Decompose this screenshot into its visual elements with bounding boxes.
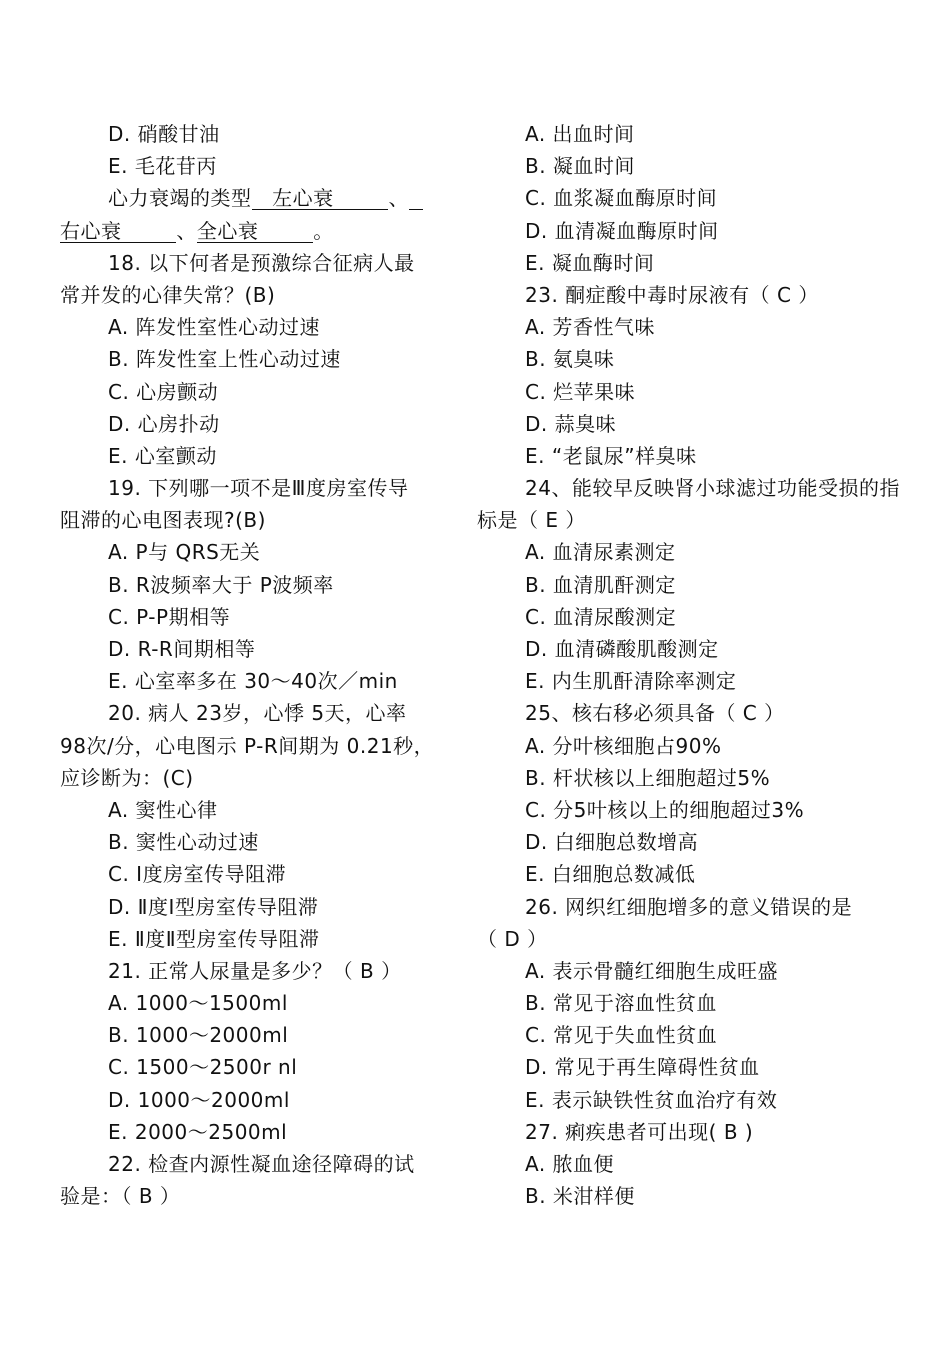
option-line: A. 表示骨髓红细胞生成旺盛 (525, 958, 779, 983)
option-line: A. 出血时间 (525, 122, 635, 146)
option-line: D. 心房扑动 (108, 411, 220, 436)
option-line: A. 脓血便 (525, 1152, 615, 1176)
fill-blank-continuation (60, 215, 455, 247)
question-stem: （ D ） (477, 926, 548, 951)
option-line: D. 常见于再生障碍性贫血 (525, 1055, 760, 1080)
option-line: A. 分叶核细胞占90% (525, 733, 722, 758)
question-stem: 验是：（ B ） (60, 1184, 181, 1209)
option-line: E. 表示缺铁性贫血治疗有效 (525, 1087, 778, 1112)
right-column (477, 118, 932, 1212)
option-line: C. 心房颤动 (108, 379, 219, 404)
option-line: E. “老鼠尿”样臭味 (525, 443, 697, 468)
option-line: E. 心室颤动 (108, 443, 217, 468)
separator: 、 (388, 186, 409, 211)
question-text: 心力衰竭的类型 (108, 186, 252, 211)
option-line: E. 毛花苷丙 (108, 154, 217, 179)
option-line: C. 血清尿酸测定 (525, 604, 677, 629)
question-stem: 标是（ E ） (477, 508, 586, 533)
option-line: E. 白细胞总数减低 (525, 862, 696, 887)
option-line: C. 1500～2500r nl (108, 1055, 298, 1080)
left-column (60, 118, 455, 1212)
option-line: E. 内生肌酐清除率测定 (525, 669, 737, 694)
question-stem: 应诊断为：(C) (60, 765, 194, 790)
blank-answer: 右心衰 (60, 218, 177, 243)
blank-answer: 全心衰 (196, 218, 314, 243)
option-line: A. 窦性心律 (108, 797, 218, 822)
question-stem: 26. 网织红细胞增多的意义错误的是 (525, 894, 853, 919)
option-line: C. 常见于失血性贫血 (525, 1023, 718, 1048)
option-line: D. 蒜臭味 (525, 411, 617, 436)
option-line: B. 阵发性室上性心动过速 (108, 347, 341, 372)
question-stem: 25、核右移必须具备（ C ） (525, 701, 785, 726)
option-line: D. 血清凝血酶原时间 (525, 218, 719, 243)
option-line: B. 血清肌酐测定 (525, 572, 676, 597)
separator: 、 (176, 218, 197, 243)
blank-answer: 左心衰 (251, 186, 389, 211)
option-line: A. 血清尿素测定 (525, 540, 676, 565)
option-line: E. 凝血酶时间 (525, 250, 655, 275)
option-line: E. 心室率多在 30～40次／min (108, 669, 398, 694)
option-line: C. 血浆凝血酶原时间 (525, 186, 718, 211)
option-line: B. 氨臭味 (525, 347, 615, 372)
question-stem: 19. 下列哪一项不是Ⅲ度房室传导 (108, 476, 409, 501)
option-line: D. Ⅱ度Ⅰ型房室传导阻滞 (108, 894, 319, 919)
question-stem: 常并发的心律失常？(B) (60, 282, 276, 307)
question-stem: 21. 正常人尿量是多少？（ B ） (108, 958, 402, 983)
option-line: A. 1000～1500ml (108, 991, 288, 1016)
option-line: C. 烂苹果味 (525, 379, 636, 404)
question-stem: 27. 痢疾患者可出现( B ) (525, 1119, 754, 1144)
fill-blank-question (60, 182, 455, 214)
option-line: C. Ⅰ度房室传导阻滞 (108, 862, 287, 887)
option-line: A. 阵发性室性心动过速 (108, 315, 321, 340)
question-stem: 23. 酮症酸中毒时尿液有（ C ） (525, 282, 819, 307)
question-stem: 22. 检查内源性凝血途径障碍的试 (108, 1152, 415, 1176)
option-line: C. P-P期相等 (108, 604, 231, 629)
option-line: D. 1000～2000ml (108, 1087, 290, 1112)
option-line: B. 1000～2000ml (108, 1023, 289, 1048)
question-stem: 98次/分，心电图示 P-R间期为 0.21秒， (60, 733, 435, 758)
option-line: B. 窦性心动过速 (108, 830, 259, 855)
option-line: B. 米泔样便 (525, 1184, 635, 1209)
option-line: A. P与 QRS无关 (108, 540, 261, 565)
option-line: E. Ⅱ度Ⅱ型房室传导阻滞 (108, 926, 320, 951)
option-line: D. 血清磷酸肌酸测定 (525, 637, 719, 661)
option-line: D. 硝酸甘油 (108, 122, 220, 146)
question-stem: 24、能较早反映肾小球滤过功能受损的指 (525, 476, 900, 501)
option-line: C. 分5叶核以上的细胞超过3% (525, 797, 805, 822)
period: 。 (313, 218, 334, 243)
question-stem: 20. 病人 23岁，心悸 5天，心率 (108, 701, 407, 726)
option-line: E. 2000～2500ml (108, 1119, 288, 1144)
option-line: A. 芳香性气味 (525, 315, 656, 340)
option-line: B. 杆状核以上细胞超过5% (525, 765, 771, 790)
question-stem: 阻滞的心电图表现?(B) (60, 508, 266, 533)
option-line: B. 常见于溶血性贫血 (525, 991, 717, 1016)
option-line: B. 凝血时间 (525, 154, 635, 179)
option-line: D. R-R间期相等 (108, 637, 256, 661)
option-line: B. R波频率大于 P波频率 (108, 572, 334, 597)
blank-answer (409, 187, 423, 210)
option-line: D. 白细胞总数增高 (525, 830, 699, 855)
question-stem: 18. 以下何者是预激综合征病人最 (108, 250, 415, 275)
